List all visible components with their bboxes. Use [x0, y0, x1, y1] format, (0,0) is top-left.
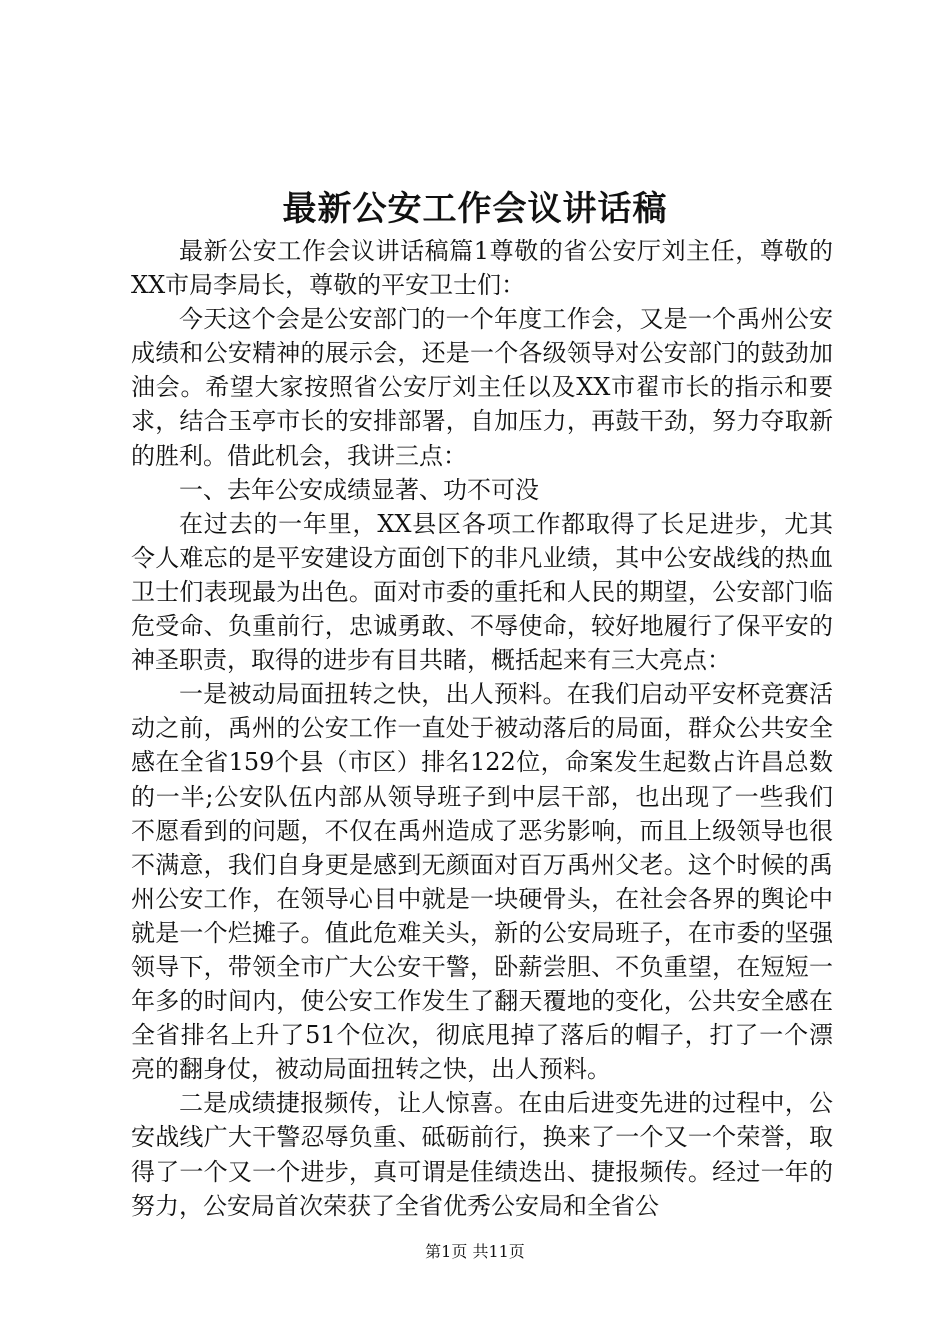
paragraph-salutation: 最新公安工作会议讲话稿篇1尊敬的省公安厅刘主任，尊敬的XX市局李局长，尊敬的平安卫士们： — [131, 237, 833, 300]
paragraph-highlight-1: 一是被动局面扭转之快，出人预料。在我们启动平安杯竞赛活动之前，禹州的公安工作一直处于被动落后的局面，群众公共安全感在全省159个县（市区）排名122位，命案发生起数占许昌总数的一半;公安队伍内部从领导班子到中层干部，也出现了一些我们不愿看到的问题，不仅在禹州造成了恶劣影响，而且上级领导也很不满意，我们自身更是感到无颜面对百万禹州父老。这个时候的禹州公安工作，在领导心目中就是一块硬骨头，在社会各界的舆论中就是一个烂摊子。值此危难关头，新的公安局班子，在市委的坚强领导下，带领全市广大公安干警，卧薪尝胆、不负重望，在短短一年多的时间内，使公安工作发生了翻天覆地的变化，公共安全感在全省排名上升了51个位次，彻底甩掉了落后的帽子，打了一个漂亮的翻身仗，被动局面扭转之快，出人预料。 — [131, 680, 833, 1084]
document-body — [131, 234, 833, 1223]
paragraph-overview: 在过去的一年里，XX县区各项工作都取得了长足进步，尤其令人难忘的是平安建设方面创下的非凡业绩，其中公安战线的热血卫士们表现最为出色。面对市委的重托和人民的期望，公安部门临危受命、负重前行，忠诚勇敢、不辱使命，较好地履行了保平安的神圣职责，取得的进步有目共睹，概括起来有三大亮点： — [131, 509, 833, 675]
page-footer: 第1页 共11页 — [425, 1242, 525, 1261]
section-heading-1: 一、去年公安成绩显著、功不可没 — [179, 475, 539, 504]
paragraph-intro: 今天这个会是公安部门的一个年度工作会，又是一个禹州公安成绩和公安精神的展示会，还是一个各级领导对公安部门的鼓劲加油会。希望大家按照省公安厅刘主任以及XX市翟市长的指示和要求，结合玉亭市长的安排部署，自加压力，再鼓干劲，努力夺取新的胜利。借此机会，我讲三点： — [131, 305, 833, 470]
paragraph-highlight-2: 二是成绩捷报频传，让人惊喜。在由后进变先进的过程中，公安战线广大干警忍辱负重、砥砺前行，换来了一个又一个荣誉，取得了一个又一个进步，真可谓是佳绩迭出、捷报频传。经过一年的努力，公安局首次荣获了全省优秀公安局和全省公 — [131, 1089, 833, 1220]
document-title: 最新公安工作会议讲话稿 — [282, 189, 668, 229]
